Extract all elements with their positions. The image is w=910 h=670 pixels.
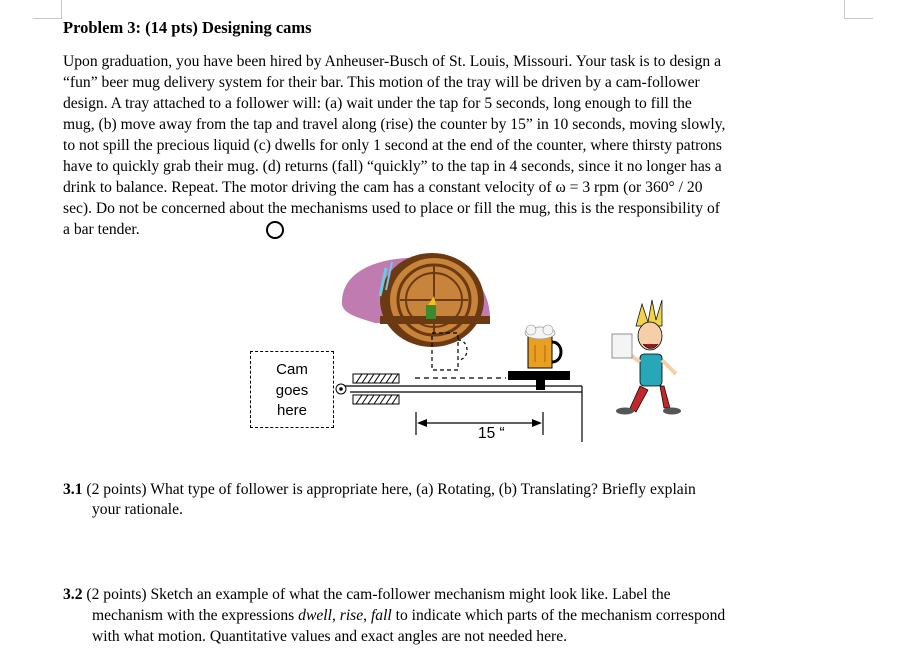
beer-mug [525,325,561,368]
separator: , [331,607,340,624]
paragraph-line: “fun” beer mug delivery system for their bar. This motion of the tray will be driven by a cam-follower [63,74,700,91]
paragraph-line: mug, (b) move away from the tap and travel along (rise) the counter by 15” in 10 seconds, moving slowly, [63,116,726,133]
cartoon-patron [612,300,681,415]
cam-label-line: goes [275,382,309,399]
paragraph-line: a bar tender. [63,221,140,238]
problem-title: Problem 3: (14 pts) Designing cams [63,18,312,37]
paragraph-line: drink to balance. Repeat. The motor driving the cam has a constant velocity of ω = 3 rpm (or 360° / 20 [63,179,703,196]
question-text: to indicate which parts of the mechanism correspond [391,607,726,624]
paragraph-line: design. A tray attached to a follower will: (a) wait under the tap for 5 seconds, long enough to fill the [63,95,692,112]
paragraph-line: to not spill the precious liquid (c) dwells for only 1 second at the end of the counter, where thirsty patrons [63,137,722,154]
dimension-label: 15 “ [478,425,505,442]
question-text: (2 points) Sketch an example of what the cam-follower mechanism might look like. Label the [82,586,671,603]
question-3-2 [63,585,671,605]
question-text: mechanism with the expressions [92,607,299,624]
question-number: 3.2 [63,586,83,603]
paragraph-line: sec). Do not be concerned about the mechanisms used to place or fill the mug, this is the responsibility of [63,200,720,217]
question-3-1-cont: your rationale. [92,501,183,518]
question-3-1 [63,480,696,500]
term-rise: rise [339,607,364,624]
separator: , [363,607,371,624]
question-text: (2 points) What type of follower is appropriate here, (a) Rotating, (b) Translating? Briefly explain [82,481,696,498]
tray [508,371,570,380]
question-number: 3.1 [63,481,83,498]
paragraph-line: have to quickly grab their mug. (d) returns (fall) “quickly” to the tap in 4 seconds, since it no longer has a [63,158,722,175]
question-3-2-line3: with what motion. Quantitative values and exact angles are not needed here. [92,628,568,645]
term-fall: fall [370,607,392,624]
paragraph-line: Upon graduation, you have been hired by Anheuser-Busch of St. Louis, Missouri. Your task is to design a [63,53,722,70]
term-dwell: dwell [298,607,332,624]
guide-bearings [353,374,399,404]
question-3-2-line2 [92,606,725,626]
cam-label-line: Cam [276,361,308,378]
cam-label-line: here [276,402,308,419]
